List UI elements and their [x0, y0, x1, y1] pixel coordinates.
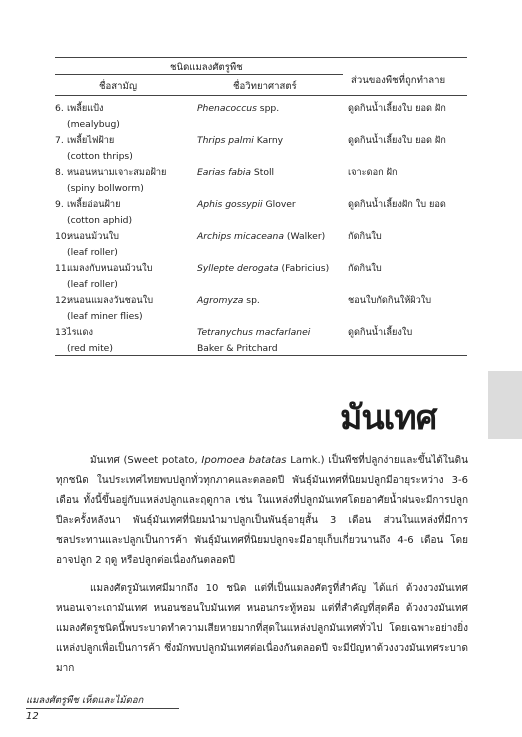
table-row	[55, 197, 467, 227]
heading-accent-bar	[488, 371, 522, 439]
row-number: 10.	[55, 231, 70, 242]
thai-common-name: หนอนแมลงวันชอนใบ	[67, 295, 154, 306]
scientific-name-author: (Walker)	[284, 231, 326, 242]
english-common-name: (mealybug)	[67, 119, 120, 130]
scientific-name: Agromyza	[197, 295, 244, 306]
scientific-name: Earias fabia	[197, 167, 251, 178]
common-name-cell	[55, 197, 197, 229]
scientific-name: Aphis gossypii	[197, 199, 263, 210]
common-name-cell	[55, 229, 197, 261]
table-row	[55, 165, 467, 195]
table-group-rule	[55, 74, 343, 75]
common-name-cell	[55, 165, 197, 197]
footer-rule	[26, 708, 179, 709]
damaged-part-cell: เจาะดอก ฝัก	[348, 167, 398, 178]
table-row	[55, 325, 467, 355]
row-number: 8.	[55, 167, 64, 178]
scientific-name-cell	[197, 229, 345, 245]
table-header-common-name: ชื่อสามัญ	[99, 81, 138, 92]
scientific-name-author: sp.	[243, 295, 260, 306]
common-name-cell	[55, 293, 197, 325]
damaged-part-cell: ดูดกินน้ำเลี้ยงใบ	[348, 327, 413, 338]
thai-common-name: เพลี้ยไฟฝ้าย	[67, 135, 115, 146]
table-header-scientific-name: ชื่อวิทยาศาสตร์	[233, 81, 297, 92]
row-number: 9.	[55, 199, 64, 210]
scientific-name-author: Stoll	[250, 167, 275, 178]
scientific-name: Tetranychus macfarlanei	[197, 327, 311, 338]
table-header-rule	[55, 95, 467, 96]
scientific-name-cell	[197, 325, 345, 357]
row-number: 13.	[55, 327, 70, 338]
english-common-name: (leaf roller)	[67, 279, 118, 290]
scientific-name: Syllepte derogata	[197, 263, 279, 274]
table-row	[55, 261, 467, 291]
table-row	[55, 229, 467, 259]
common-name-cell	[55, 261, 197, 293]
table-row	[55, 101, 467, 131]
english-common-name: (leaf roller)	[67, 247, 118, 258]
thai-common-name: เพลี้ยอ่อนฝ้าย	[67, 199, 121, 210]
paragraph-2: แมลงศัตรูมันเทศมีมากถึง 10 ชนิด แต่ที่เป็นแมลงศัตรูที่สำคัญ ได้แก่ ด้วงงวงมันเทศ หนอนเจาะเถามันเทศ หนอนชอนใบมันเทศ หนอนกระทู้หอม แต่ที่สำคัญที่สุดคือ ด้วงงวงมันเทศ แมลงศัตรูชนิดนี้พบระบาดทำความเสียหายมากที่สุดในแหล่งปลูกมันเทศทั่วไป โดยเฉพาะอย่างยิ่งแหล่งปลูกเพื่อเป็นการค้า ซึ่งมักพบปลูกมันเทศต่อเนื่องกันตลอดปี จะมีปัญหาด้วงงวงมันเทศระบาดมาก	[56, 583, 468, 674]
damaged-part-cell: กัดกินใบ	[348, 231, 382, 242]
row-number: 6.	[55, 103, 64, 114]
scientific-name-author: (Fabricius)	[278, 263, 330, 274]
english-common-name: (spiny bollworm)	[67, 183, 144, 194]
thai-common-name: เพลี้ยแป้ง	[67, 103, 104, 114]
damaged-part-cell: ดูดกินน้ำเลี้ยงใบ ยอด ฝัก	[348, 135, 446, 146]
paragraph-1-rest: Lamk.) เป็นพืชที่ปลูกง่ายและขึ้นได้ในดินทุกชนิด ในประเทศไทยพบปลูกทั่วทุกภาคและตลอดปี พันธุ์มันเทศที่นิยมปลูกมีอายุระหว่าง 3-6 เดือน ทั้งนี้ขึ้นอยู่กับแหล่งปลูกและฤดูกาล เช่น ในแหล่งที่ปลูกมันเทศโดยอาศัยน้ำฝนจะมีการปลูกปีละครั้งหลังนา พันธุ์มันเทศที่นิยมนำมาปลูกเป็นพันธุ์อายุสั้น 3 เดือน ส่วนในแหล่งที่มีการชลประทานและปลูกเป็นการค้า พันธุ์มันเทศที่นิยมปลูกจะมีอายุเก็บเกี่ยวนานถึง 4-6 เดือน โดยอาจปลูก 2 ฤดู หรือปลูกต่อเนื่องกันตลอดปี	[56, 455, 468, 566]
page-number: 12	[26, 711, 39, 722]
damaged-part-cell: กัดกินใบ	[348, 263, 382, 274]
thai-common-name: หนอนม้วนใบ	[67, 231, 119, 242]
scientific-name-cell	[197, 165, 345, 181]
paragraph-1-start: มันเทศ (Sweet potato,	[90, 455, 202, 466]
table-row	[55, 293, 467, 323]
english-common-name: (cotton thrips)	[67, 151, 133, 162]
scientific-name: Archips micaceana	[197, 231, 284, 242]
english-common-name: (red mite)	[67, 343, 113, 354]
scientific-name: Phenacoccus	[197, 103, 257, 114]
scientific-name-author-line: Baker & Pritchard	[197, 343, 278, 354]
common-name-cell	[55, 325, 197, 357]
thai-common-name: ไรแดง	[67, 327, 93, 338]
table-header-damaged-part: ส่วนของพืชที่ถูกทำลาย	[351, 75, 446, 86]
scientific-name-cell	[197, 101, 345, 117]
paragraph-1	[56, 451, 468, 571]
common-name-cell	[55, 101, 197, 133]
damaged-part-cell: ชอนใบกัดกินให้ผิวใบ	[348, 295, 432, 306]
scientific-name-author: Glover	[262, 199, 296, 210]
damaged-part-cell: ดูดกินน้ำเลี้ยงฝัก ใบ ยอด	[348, 199, 446, 210]
body-text	[56, 451, 468, 679]
row-number: 11.	[55, 263, 70, 274]
row-number: 7.	[55, 135, 64, 146]
damaged-part-cell: ดูดกินน้ำเลี้ยงใบ ยอด ฝัก	[348, 103, 446, 114]
scientific-name-cell	[197, 197, 345, 213]
english-common-name: (cotton aphid)	[67, 215, 133, 226]
table-group-header: ชนิดแมลงศัตรูพืช	[170, 62, 243, 73]
scientific-name-cell	[197, 293, 345, 309]
footer-book-title: แมลงศัตรูพืช เห็ดและไม้ดอก	[26, 695, 144, 706]
table-bottom-rule	[55, 355, 467, 356]
common-name-cell	[55, 133, 197, 165]
scientific-name: Thrips palmi	[197, 135, 254, 146]
english-common-name: (leaf miner flies)	[67, 311, 143, 322]
table-row	[55, 133, 467, 163]
scientific-name-author: spp.	[256, 103, 280, 114]
thai-common-name: หนอนหนามเจาะสมอฝ้าย	[67, 167, 167, 178]
scientific-name-author: Karny	[253, 135, 284, 146]
scientific-name-cell	[197, 133, 345, 149]
table-top-rule	[55, 57, 467, 58]
row-number: 12.	[55, 295, 70, 306]
paragraph-1-scientific-name: Ipomoea batatas	[201, 455, 287, 466]
section-heading: มันเทศ	[340, 398, 437, 438]
scientific-name-cell	[197, 261, 345, 277]
thai-common-name: แมลงกับหนอนม้วนใบ	[67, 263, 153, 274]
